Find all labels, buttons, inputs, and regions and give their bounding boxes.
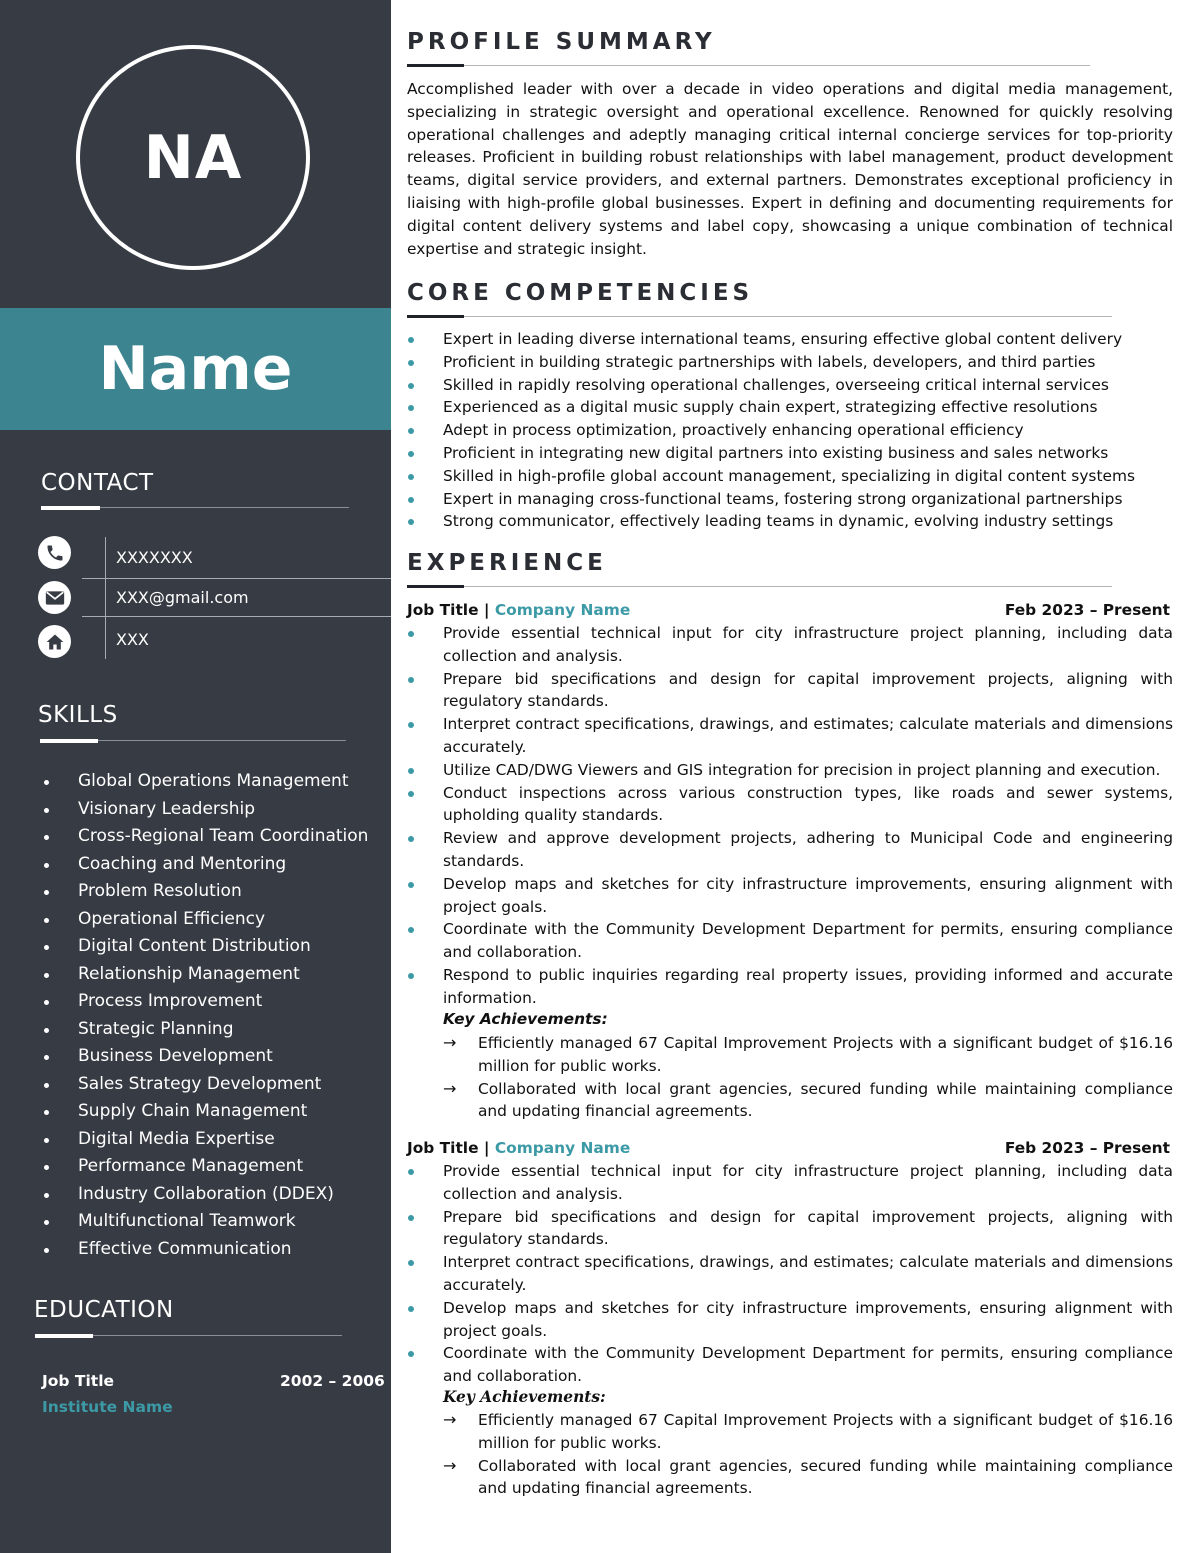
job-separator: | [483, 601, 490, 619]
achievement-text: Collaborated with local grant agencies, secured funding while maintaining compliance and updating financial agreements. [478, 1079, 1173, 1121]
competency-item: Expert in leading diverse international teams, ensuring effective global content delivery [407, 328, 1173, 351]
competency-item: Adept in process optimization, proactively enhancing operational efficiency [407, 419, 1173, 442]
competency-item: Strong communicator, effectively leading teams in dynamic, evolving industry settings [407, 510, 1173, 533]
profile-summary-rule [407, 65, 1090, 66]
job-bullet: Review and approve development projects, adhering to Municipal Code and engineering standards. [407, 827, 1173, 873]
job-bullet: Coordinate with the Community Development Department for permits, ensuring compliance and collaboration. [407, 918, 1173, 964]
skill-item: Digital Content Distribution [44, 933, 368, 961]
achievement-item [443, 1455, 1173, 1501]
arrow-right-icon: → [443, 1410, 457, 1429]
skill-item: Problem Resolution [44, 878, 368, 906]
arrow-right-icon: → [443, 1455, 457, 1475]
contact-divider-vertical [105, 537, 106, 659]
competency-item: Proficient in building strategic partnerships with labels, developers, and third parties [407, 351, 1173, 374]
core-competencies-heading: CORE COMPETENCIES [407, 280, 754, 306]
skill-item: Supply Chain Management [44, 1098, 368, 1126]
initials-text: NA [143, 122, 243, 193]
contact-address: XXX [116, 630, 149, 649]
job-dates: Feb 2023 – Present [1004, 1139, 1170, 1157]
home-icon [38, 625, 71, 658]
skills-heading: SKILLS [38, 702, 118, 728]
experience-rule [407, 586, 1112, 587]
job-title: Job Title [407, 1139, 479, 1157]
skill-item: Multifunctional Teamwork [44, 1208, 368, 1236]
experience-heading: EXPERIENCE [407, 550, 607, 576]
skills-list [44, 768, 368, 1263]
skill-item: Operational Efficiency [44, 906, 368, 934]
job-bullet: Respond to public inquiries regarding real property issues, providing informed and accurate information. [407, 964, 1173, 1010]
job-bullets [407, 1160, 1173, 1388]
job-bullet: Develop maps and sketches for city infrastructure improvements, ensuring alignment with project goals. [407, 1297, 1173, 1343]
contact-phone[interactable]: XXXXXXX [116, 548, 193, 567]
competency-item: Experienced as a digital music supply chain expert, strategizing effective resolutions [407, 396, 1173, 419]
arrow-right-icon: → [443, 1078, 457, 1098]
job-bullet: Interpret contract specifications, drawings, and estimates; calculate materials and dimensions accurately. [407, 713, 1173, 759]
achievements-list [443, 1409, 1173, 1500]
sidebar [0, 0, 391, 1553]
skill-item: Cross-Regional Team Coordination [44, 823, 368, 851]
skill-item: Effective Communication [44, 1236, 368, 1264]
phone-icon [38, 536, 71, 569]
job-bullet: Coordinate with the Community Development Department for permits, ensuring compliance and collaboration. [407, 1342, 1173, 1388]
job-title: Job Title [407, 601, 479, 619]
envelope-icon [38, 581, 71, 614]
key-achievements-label: Key Achievements: [443, 1010, 608, 1028]
job-header [407, 1139, 1173, 1157]
contact-heading: CONTACT [41, 470, 154, 496]
skill-item: Global Operations Management [44, 768, 368, 796]
skills-heading-accent [40, 739, 98, 743]
achievement-item [443, 1078, 1173, 1124]
education-heading-accent [35, 1334, 93, 1338]
arrow-right-icon: → [443, 1033, 457, 1052]
job-bullet: Utilize CAD/DWG Viewers and GIS integration for precision in project planning and execution. [407, 759, 1173, 782]
competency-item: Expert in managing cross-functional teams, fostering strong organizational partnerships [407, 488, 1173, 511]
company-name: Company Name [494, 601, 631, 619]
job-bullets [407, 622, 1173, 1010]
core-competencies-accent [407, 315, 464, 318]
achievement-item [443, 1032, 1173, 1078]
contact-heading-accent [41, 506, 100, 510]
skill-item: Visionary Leadership [44, 796, 368, 824]
achievement-text: Efficiently managed 67 Capital Improvement Projects with a significant budget of $16.16 million for public works. [478, 1034, 1173, 1075]
competency-item: Skilled in rapidly resolving operational challenges, overseeing critical internal services [407, 374, 1173, 397]
skill-item: Performance Management [44, 1153, 368, 1181]
job-bullet: Prepare bid specifications and design for capital improvement projects, aligning with regulatory standards. [407, 1206, 1173, 1252]
job-dates: Feb 2023 – Present [1004, 601, 1170, 619]
initials-avatar [76, 45, 310, 270]
name-banner [0, 308, 391, 430]
achievements-list [443, 1032, 1173, 1123]
education-title: Job Title [42, 1372, 115, 1390]
skill-item: Process Improvement [44, 988, 368, 1016]
skill-item: Sales Strategy Development [44, 1071, 368, 1099]
company-name: Company Name [494, 1139, 631, 1157]
skill-item: Digital Media Expertise [44, 1126, 368, 1154]
job-header [407, 601, 1173, 619]
skill-item: Industry Collaboration (DDEX) [44, 1181, 368, 1209]
skill-item: Business Development [44, 1043, 368, 1071]
job-bullet: Provide essential technical input for city infrastructure project planning, including data collection and analysis. [407, 622, 1173, 668]
job-bullet: Interpret contract specifications, drawings, and estimates; calculate materials and dimensions accurately. [407, 1251, 1173, 1297]
job-separator: | [483, 1139, 490, 1157]
full-name: Name [98, 334, 293, 404]
job-bullet: Conduct inspections across various construction types, like roads and sewer systems, upholding quality standards. [407, 782, 1173, 828]
education-years: 2002 – 2006 [280, 1372, 385, 1390]
job-bullet: Provide essential technical input for city infrastructure project planning, including data collection and analysis. [407, 1160, 1173, 1206]
job-bullet: Develop maps and sketches for city infrastructure improvements, ensuring alignment with project goals. [407, 873, 1173, 919]
contact-divider-2 [82, 616, 391, 617]
achievement-item [443, 1409, 1173, 1455]
achievement-text: Efficiently managed 67 Capital Improvement Projects with a significant budget of $16.16 million for public works. [478, 1411, 1173, 1452]
skill-item: Relationship Management [44, 961, 368, 989]
key-achievements-label: Key Achievements: [443, 1388, 606, 1406]
skill-item: Strategic Planning [44, 1016, 368, 1044]
experience-accent [407, 585, 464, 588]
achievement-text: Collaborated with local grant agencies, secured funding while maintaining compliance and updating financial agreements. [478, 1456, 1173, 1498]
contact-email[interactable]: XXX@gmail.com [116, 588, 249, 607]
skill-item: Coaching and Mentoring [44, 851, 368, 879]
competencies-list [407, 328, 1173, 533]
competency-item: Proficient in integrating new digital partners into existing business and sales networks [407, 442, 1173, 465]
profile-summary-text: Accomplished leader with over a decade in video operations and digital media management, specializing in strategic oversight and operational excellence. Renowned for quickly resolving operational challenges and adeptly managing critical internal concierge services for top-priority releases. Proficient in building robust relationships with label management, product development teams, digital service providers, and external partners. Demonstrates exceptional proficiency in liaising with high-profile global businesses. Expert in defining and documenting requirements for digital content delivery systems and label copy, showcasing a unique combination of technical expertise and strategic insight. [407, 80, 1173, 258]
contact-divider-1 [82, 578, 391, 579]
education-institute: Institute Name [42, 1398, 173, 1416]
competency-item: Skilled in high-profile global account management, specializing in digital content systems [407, 465, 1173, 488]
education-heading: EDUCATION [34, 1297, 174, 1323]
job-bullet: Prepare bid specifications and design for capital improvement projects, aligning with regulatory standards. [407, 668, 1173, 714]
core-competencies-rule [407, 316, 1112, 317]
profile-summary-accent [407, 64, 464, 67]
profile-summary-heading: PROFILE SUMMARY [407, 29, 716, 55]
